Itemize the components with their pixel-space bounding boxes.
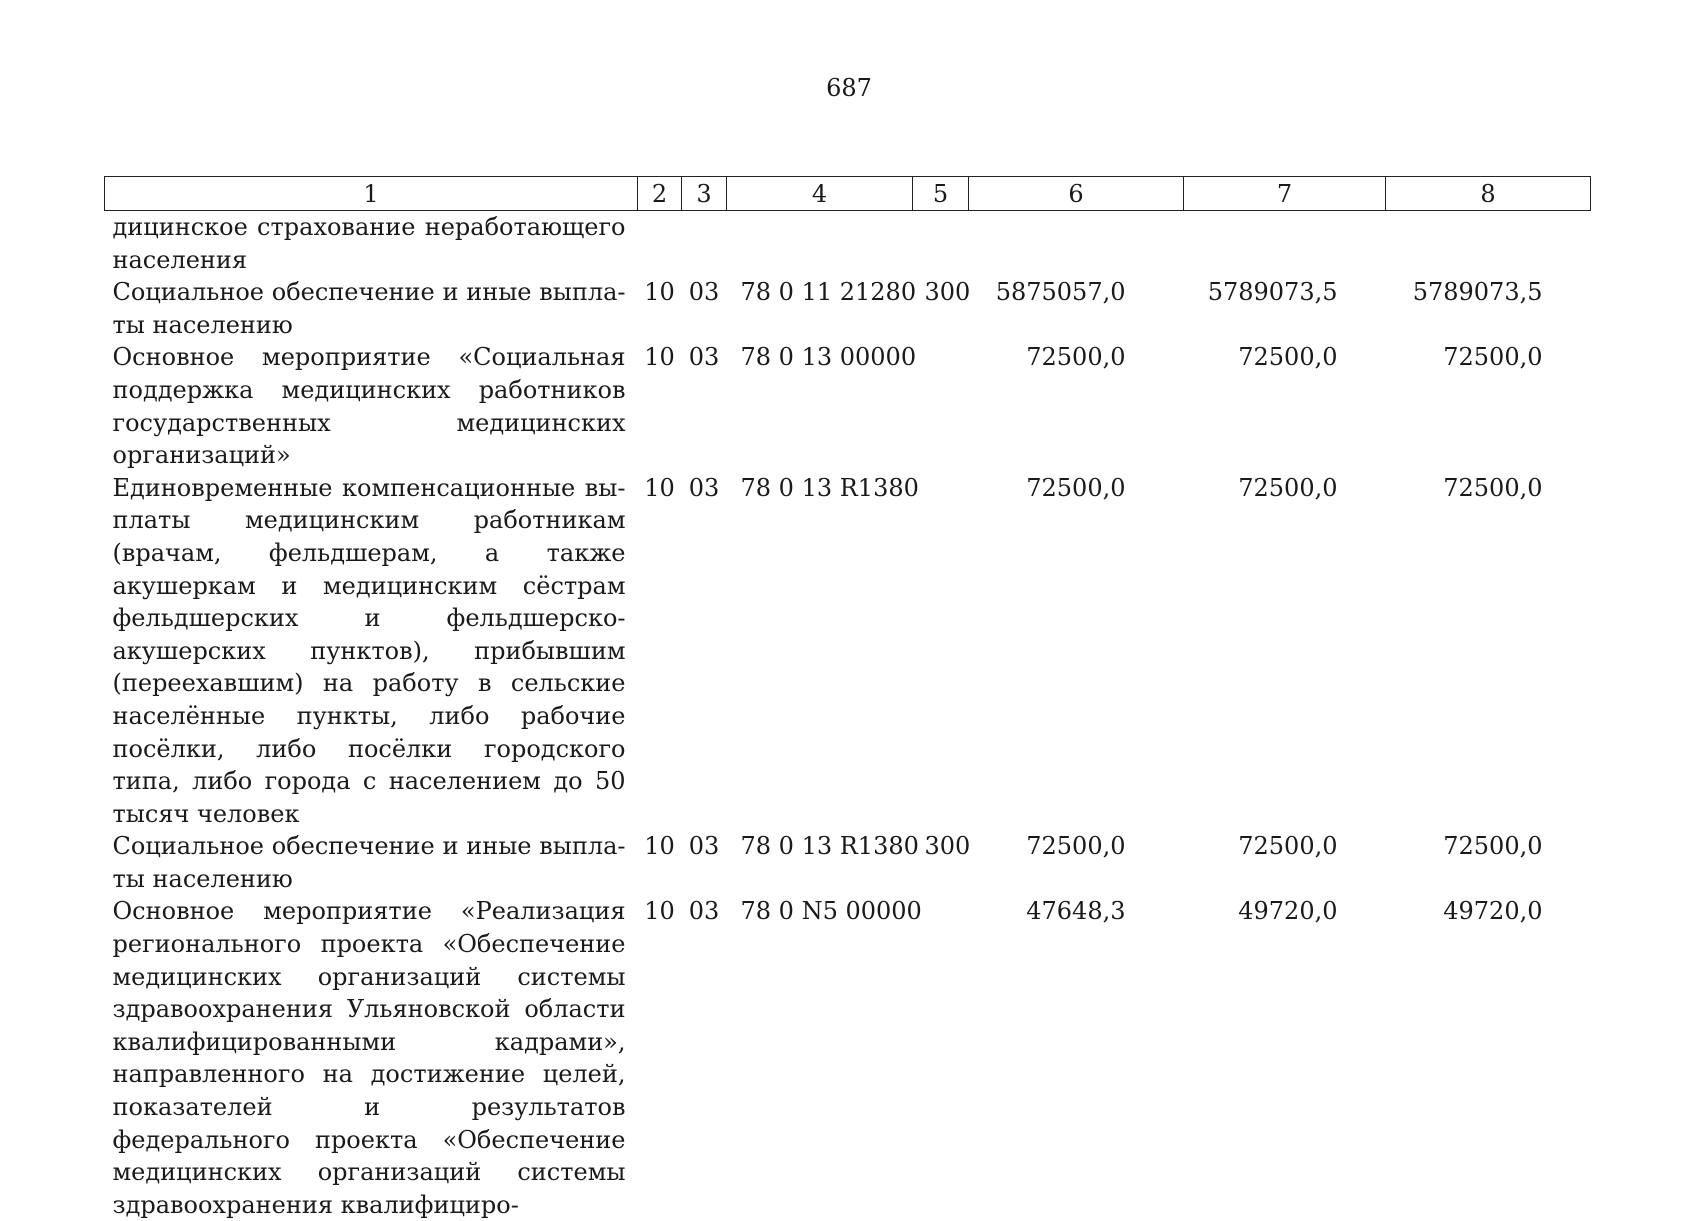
column-header-4: 4 [727,177,913,211]
subsection-code-cell: 03 [688,832,720,861]
column-header-1: 1 [105,177,638,211]
expense-type-cell [913,211,969,277]
amount-col8-cell [1386,211,1591,277]
section-code-cell [638,211,682,277]
column-header-5: 5 [913,177,969,211]
table-row [105,211,1591,277]
section-code-cell: 10 [644,473,675,502]
page-number: 687 [826,74,872,102]
subsection-code-cell: 03 [688,343,720,372]
expense-type-cell [913,472,969,831]
amount-col6-cell: 72500,0 [1026,343,1126,372]
amount-col8-cell: 72500,0 [1443,343,1543,372]
column-header-3: 3 [682,177,727,211]
target-article-cell [727,211,913,277]
amount-col6-cell [969,211,1184,277]
table-row [105,472,1591,831]
table-row [105,276,1591,341]
section-code-cell: 10 [644,278,675,307]
amount-col8-cell: 5789073,5 [1412,278,1543,307]
amount-col7-cell: 72500,0 [1238,832,1338,861]
table-row [105,341,1591,471]
amount-col7-cell: 49720,0 [1238,897,1338,926]
column-header-2: 2 [638,177,682,211]
column-header-6: 6 [969,177,1184,211]
subsection-code-cell: 03 [688,897,720,926]
row-name-cell: дицинское страхование неработающего населения [112,213,626,274]
row-name-cell: Основное мероприятие «Реализация регионального проекта «Обеспечение медицинских организаций системы здравоохранения Ульяновской области квалифицированными кадрами», направленного на достижение целей, показателей и результатов федерального проекта «Обеспечение медицинских организаций системы здравоохранения квалифициро- [112,897,626,1219]
amount-col7-cell: 72500,0 [1238,473,1338,502]
amount-col6-cell: 5875057,0 [995,278,1126,307]
row-name-cell: Социальное обеспечение и иные выплаты населению [112,278,626,339]
amount-col8-cell: 49720,0 [1443,897,1543,926]
expense-type-cell [913,895,969,1221]
expense-type-cell: 300 [924,278,971,307]
row-name-cell: Единовременные компенсационные выплаты медицинским работникам (врачам, фельдшерам, а также акушеркам и медицинским сёстрам фельдшерских и фельдшерско-акушерских пунктов), прибывшим (переехавшим) на работу в сельские населённые пункты, либо рабочие посёлки, либо посёлки городского типа, либо города с населением до 50 тысяч человек [112,473,626,828]
row-name-cell: Социальное обеспечение и иные выплаты населению [112,832,626,893]
table-header-row [105,177,1591,211]
expense-type-cell [913,341,969,471]
target-article-cell: 78 0 13 R1380 [740,832,919,861]
subsection-code-cell [682,211,727,277]
column-header-8: 8 [1386,177,1591,211]
subsection-code-cell: 03 [688,278,720,307]
target-article-cell: 78 0 13 00000 [740,343,917,372]
table-row [105,895,1591,1221]
amount-col7-cell: 72500,0 [1238,343,1338,372]
target-article-cell: 78 0 N5 00000 [740,897,922,926]
target-article-cell: 78 0 11 21280 [740,278,917,307]
amount-col6-cell: 72500,0 [1026,473,1126,502]
row-name-cell: Основное мероприятие «Социальная поддержка медицинских работников государственных медицинских организаций» [112,343,626,470]
target-article-cell: 78 0 13 R1380 [740,473,919,502]
subsection-code-cell: 03 [688,473,720,502]
column-header-7: 7 [1184,177,1386,211]
amount-col6-cell: 47648,3 [1026,897,1126,926]
amount-col6-cell: 72500,0 [1026,832,1126,861]
amount-col7-cell: 5789073,5 [1207,278,1338,307]
section-code-cell: 10 [644,343,675,372]
amount-col7-cell [1184,211,1386,277]
table-row [105,830,1591,895]
expense-type-cell: 300 [924,832,971,861]
amount-col8-cell: 72500,0 [1443,473,1543,502]
section-code-cell: 10 [644,832,675,861]
budget-table [104,176,1591,1221]
section-code-cell: 10 [644,897,675,926]
amount-col8-cell: 72500,0 [1443,832,1543,861]
